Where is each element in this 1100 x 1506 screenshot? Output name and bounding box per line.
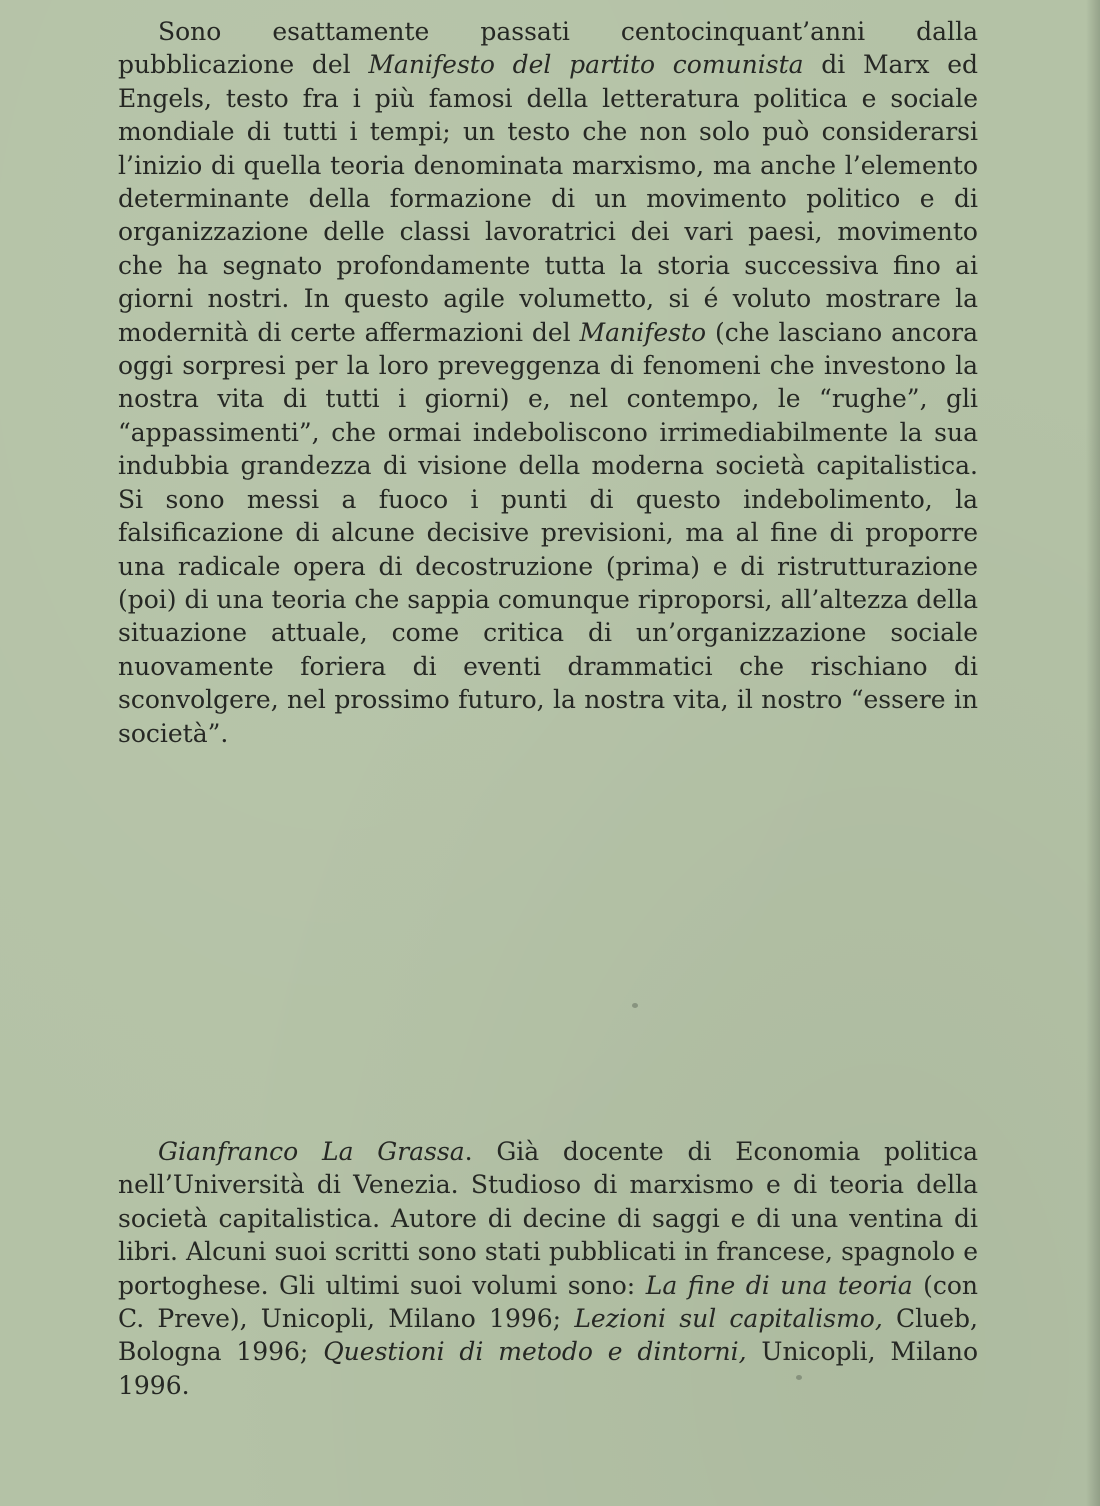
book-details-2: Clueb, Bologna 1996; bbox=[118, 1304, 978, 1367]
synopsis-paragraph bbox=[118, 15, 978, 750]
paper-speck bbox=[632, 1003, 638, 1008]
book-title-2: Lezioni sul capitalismo, bbox=[574, 1304, 883, 1334]
author-bio-paragraph bbox=[118, 1135, 978, 1402]
book-title-3: Questioni di metodo e dintorni, bbox=[323, 1337, 747, 1367]
synopsis-text-2: di Marx ed Engels, testo fra i più famosi della letteratura politica e sociale mondiale di tutti i tempi; un testo che non solo può considerarsi l’inizio di quella teoria denominata marxismo, ma anche l’elemento determinante della formazione di un movimento politico e di organizzazione delle classi lavoratrici dei vari paesi, movimento che ha segnato profondamente tutta la storia successiva fino ai giorni nostri. In questo agile volumetto, si é voluto mostrare la modernità di certe affermazioni del bbox=[118, 50, 978, 347]
manifesto-title-full: Manifesto del partito comunista bbox=[368, 50, 804, 80]
book-details-1: (con C. Preve), Unicopli, Milano 1996; bbox=[118, 1270, 979, 1334]
manifesto-title-short: Manifesto bbox=[579, 317, 707, 347]
synopsis-text-3: (che lasciano ancora oggi sorpresi per la loro preveggenza di fenomeni che investono la nostra vita di tutti i giorni) e, nel contempo, le “rughe”, gli “appassimenti”, che ormai indeboliscono irrimediabilmente la sua indubbia grandezza di visione della moderna società capitalistica. Si sono messi a fuoco i punti di questo indebolimento, la falsificazione di alcune decisive previsioni, ma al fine di proporre una radicale opera di decostruzione (prima) e di ristrutturazione (poi) di una teoria che sappia comunque riproporsi, all’altezza della situazione attuale, come critica di un’organizzazione sociale nuovamente foriera di eventi drammatici che rischiano di sconvolgere, nel prossimo futuro, la nostra vita, il nostro “essere in società”. bbox=[118, 317, 978, 748]
page-edge-shadow bbox=[1086, 0, 1100, 1506]
book-details-3: Unicopli, Milano 1996. bbox=[118, 1337, 979, 1400]
paper-speck bbox=[796, 1375, 802, 1380]
author-name: Gianfranco La Grassa bbox=[158, 1137, 465, 1166]
synopsis-text-1: Sono esattamente passati centocinquant’anni dalla pubblicazione del bbox=[118, 17, 978, 80]
author-bio-text: . Già docente di Economia politica nell’Università di Venezia. Studioso di marxismo e di teoria della società capitalistica. Autore di decine di saggi e di una ventina di libri. Alcuni suoi scritti sono stati pubblicati in francese, spagnolo e portoghese. Gli ultimi suoi volumi sono: bbox=[118, 1137, 978, 1300]
book-title-1: La fine di una teoria bbox=[645, 1270, 913, 1300]
